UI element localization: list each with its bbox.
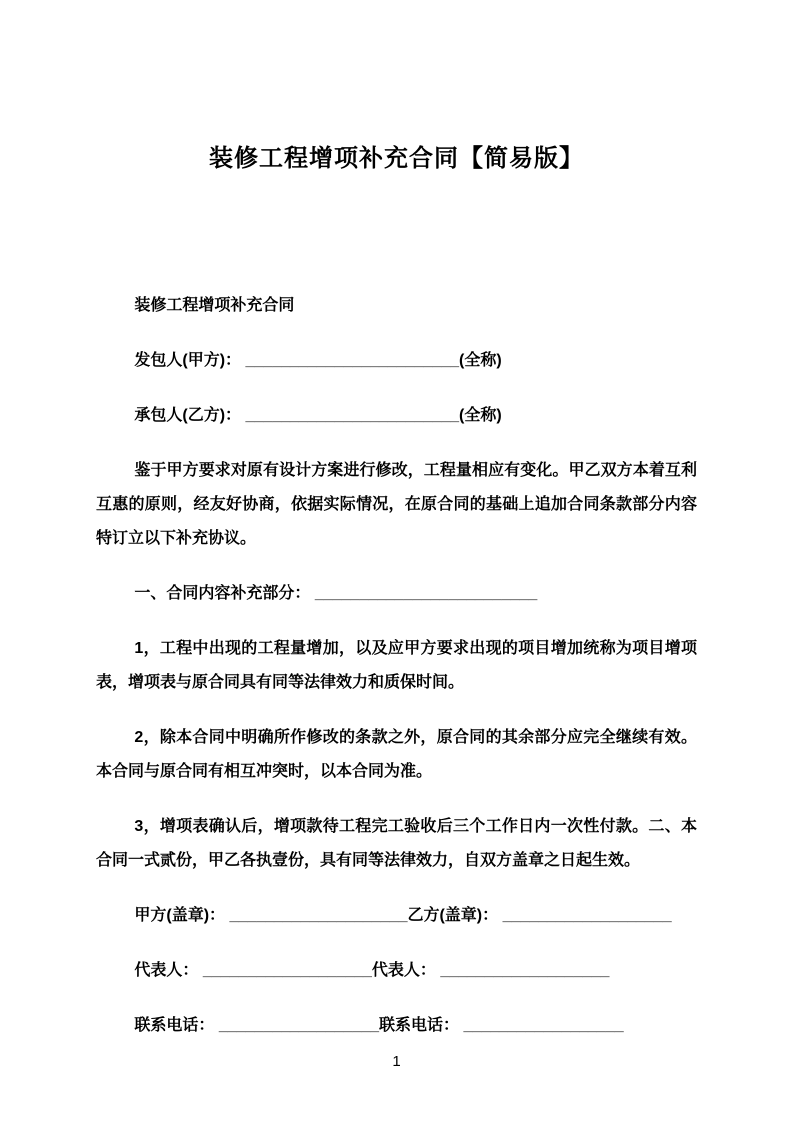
seal-signature-line: 甲方(盖章)： ____________________乙方(盖章)： ___________________ xyxy=(134,907,672,924)
contract-subtitle: 装修工程增项补充合同 xyxy=(134,297,295,314)
document-body xyxy=(0,289,793,1043)
representative-line: 代表人： ___________________代表人： ___________________ xyxy=(134,962,610,979)
preamble-paragraph: 鉴于甲方要求对原有设计方案进行修改，工程量相应有变化。甲乙双方本着互利互惠的原则，经友好协商，依据实际情况，在原合同的基础上追加合同条款部分内容特订立以下补充协议。 xyxy=(96,462,697,547)
clause-item-3: 3，增项表确认后，增项款待工程完工验收后三个工作日内一次性付款。二、本合同一式贰份，甲乙各执壹份，具有同等法律效力，自双方盖章之日起生效。 xyxy=(96,818,697,869)
clause-item-1: 1，工程中出现的工程量增加，以及应甲方要求出现的项目增加统称为项目增项表，增项表与原合同具有同等法律效力和质保时间。 xyxy=(96,640,697,691)
phone-line: 联系电话： __________________联系电话： __________________ xyxy=(134,1017,624,1034)
section-one-heading: 一、合同内容补充部分： _________________________ xyxy=(134,585,538,602)
document-title: 装修工程增项补充合同【简易版】 xyxy=(209,145,584,172)
party-b-line: 承包人(乙方)： ________________________(全称) xyxy=(134,407,502,424)
page-number: 1 xyxy=(392,1053,401,1070)
clause-item-2: 2，除本合同中明确所作修改的条款之外，原合同的其余部分应完全继续有效。本合同与原合同有相互冲突时，以本合同为准。 xyxy=(96,729,697,780)
party-a-line: 发包人(甲方)： ________________________(全称) xyxy=(134,352,502,369)
